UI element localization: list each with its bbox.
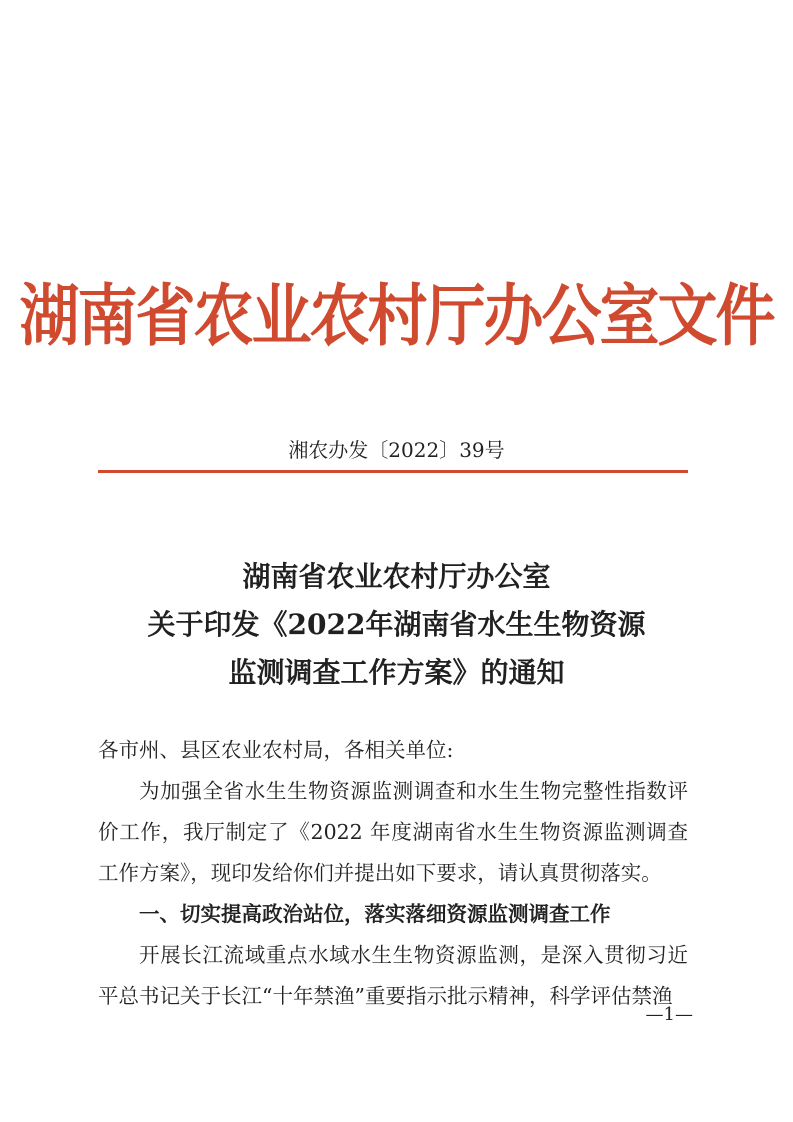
document-body (98, 730, 688, 1017)
red-divider-line (98, 470, 688, 473)
notice-title (0, 553, 793, 697)
page-number: —1— (645, 1004, 693, 1025)
body-paragraph-1: 为加强全省水生生物资源监测调查和水生生物完整性指数评价工作，我厅制定了《2022 年度湖南省水生生物资源监测调查工作方案》，现印发给你们并提出如下要求，请认真贯彻落实。 (98, 779, 688, 885)
notice-title-line-2: 关于印发《2022年湖南省水生生物资源 (147, 608, 646, 641)
section-heading-1: 一、切实提高政治站位，落实落细资源监测调查工作 (139, 902, 611, 926)
body-paragraph-2: 开展长江流域重点水域水生生物资源监测，是深入贯彻习近平总书记关于长江“十年禁渔”重要指示批示精神，科学评估禁渔 (98, 943, 688, 1008)
salutation: 各市州、县区农业农村局，各相关单位: (98, 738, 454, 762)
notice-title-line-3: 监测调查工作方案》的通知 (228, 656, 565, 689)
document-number: 湘农办发〔2022〕39号 (288, 438, 505, 462)
masthead-title: 湖南省农业农村厅办公室文件 (19, 277, 774, 356)
notice-title-line-1: 湖南省农业农村厅办公室 (242, 560, 551, 593)
